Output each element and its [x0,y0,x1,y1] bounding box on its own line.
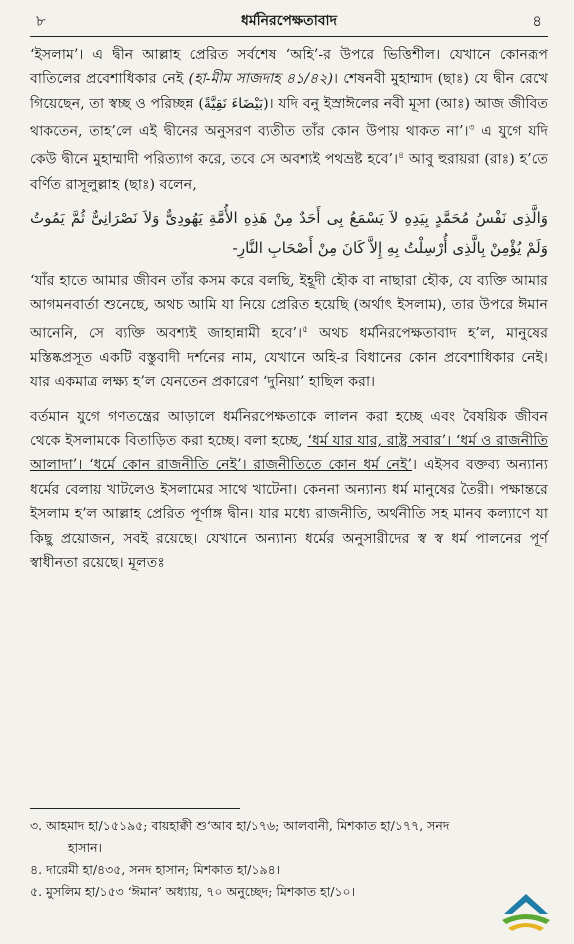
text-run: ‘যাঁর হাতে আমার জীবন তাঁর কসম করে বলছি, ইহূদী হৌক বা নাছারা হৌক, যে ব্যক্তি আমার আগমনবার্তা শুনেছে, অথচ আমি যা নিয়ে প্রেরিত হয়েছি (অর্থাৎ ইসলাম), তার উপরে ঈমান আনেনি, সে ব্যক্তি অবশ্যই জাহান্নামী হবে’। [30,272,548,342]
text-run: বর্তমান যুগে গণতন্ত্রের আড়ালে ধর্মনিরপেক্ষতাকে লালন করা হচ্ছে এবং বৈষয়িক জীবন থেকে ইসলামকে বিতাড়িত করা হচ্ছে। বলা হচ্ছে, [30,408,548,450]
right-page-number: ৪ [532,12,542,30]
paragraph-gap [30,395,548,405]
footnote-marker-4[interactable]: ৪ [398,151,404,162]
footnote-marker-3[interactable]: ৩ [468,123,475,134]
paragraph-1 [30,43,548,197]
paragraph-2 [30,269,548,395]
arabic-hadith-text: وَالَّذِى نَفْسُ مُحَمَّدٍ بِيَدِهِ لاَ يَسْمَعُ بِى أَحَدٌ مِنْ هَذِهِ الأُمَّةِ يَهُودِىٌّ وَلاَ نَصْرَانِىٌّ ثُمَّ يَمُوتُ وَلَمْ يُؤْمِنْ بِالَّذِى أُرْسِلْتُ بِهِ إِلاَّ كَانَ مِنْ أَصْحَابِ النَّارِ- [30,208,548,257]
footnote-5: ৫. মুসলিম হা/১৫৩ ‘ঈমান’ অধ্যায়, ৭০ অনুচ্ছেদ; মিশকাত হা/১০। [30,884,356,899]
text-run: অথচ ধর্মনিরপেক্ষতাবাদ হ’ল, মানুষের মস্তিষ্কপ্রসূত একটি বস্তুবাদী দর্শনের নাম, যেখানে অহি-র বিধানের কোন প্রবেশাধিকার নেই। যার একমাত্র লক্ষ্য হ’ল যেনতেন প্রকারেণ ‘দুনিয়া’ হাছিল করা। [30,325,549,391]
footnotes [30,815,548,903]
text-run: এ যুগে যদি কেউ দ্বীনে মুহাম্মাদী পরিত্যাগ করে, তবে সে অবশ্যই পথভ্রষ্ট হবে’। [30,123,548,169]
footnote-3: ৩. আহমাদ হা/১৫১৯৫; বায়হাক্বী শু‘আব হা/১৭৬; আলবানী, মিশকাত হা/১৭৭, সনদ [30,818,450,833]
page-body [30,43,548,576]
text-run: আবু হুরায়রা (রাঃ) হ’তে বর্ণিত রাসূলুল্লাহ (ছাঃ) বলেন, [30,152,548,193]
footnote-divider [30,808,240,809]
running-title: ধর্মনিরপেক্ষতাবাদ [241,13,337,29]
footnote-marker-5[interactable]: ৫ [302,324,308,335]
footnote-3-continuation: হাসান। [68,840,103,855]
text-run: ‘ইসলাম’। এ দ্বীন আল্লাহ প্রেরিত সর্বশেষ ‘অহি’-র উপরে ভিত্তিশীল। যেখানে কোনরূপ বাতিলের প্রবেশাধিকার নেই [30,47,548,88]
inline-reference: (হা-মীম সাজদাহ ৪১/৪২) [188,71,333,88]
publisher-logo-icon [496,888,556,934]
page-header [30,0,548,37]
underlined-quote: ‘ধর্ম যার যার, রাষ্ট্র সবার’। ‘ধর্ম ও রাজনীতি আলাদা’। ‘ধর্মে কোন রাজনীতি নেই’। রাজনীতিতে কোন ধর্ম নেই’ [30,433,549,474]
paragraph-3 [30,405,548,576]
left-page-number: ৮ [36,12,46,30]
footnote-4: ৪. দারেমী হা/৪৩৫, সনদ হাসান; মিশকাত হা/১৯৪। [30,862,281,877]
text-run: । শেষনবী মুহাম্মাদ (ছাঃ) যে দ্বীন রেখে গিয়েছেন, তা স্বচ্ছ ও পরিচ্ছন্ন (بَيْضَاءَ نَقِيَّةً)। যদি বনু ইস্রাঈলের নবী মূসা (আঃ) আজ জীবিত থাকতেন, তাহ’লে এই দ্বীনের অনুসরণ ব্যতীত তাঁর কোন উপায় থাকত না’। [30,71,548,140]
text-run: । এইসব বক্তব্য অন্যান্য ধর্মের বেলায় খাটলেও ইসলামের সাথে খাটেনা। কেননা অন্যান্য ধর্ম মানুষের তৈরী। পক্ষান্তরে ইসলাম হ’ল আল্লাহ প্রেরিত পূর্ণাঙ্গ দ্বীন। যার মধ্যে রাজনীতি, অর্থনীতি সহ মানব কল্যাণে যা কিছু প্রয়োজন, সবই রয়েছে। যেখানে অন্যান্য ধর্মের অনুসারীদের স্ব স্ব ধর্ম পালনের পূর্ণ স্বাধীনতা রয়েছে। মূলতঃ [30,457,548,572]
